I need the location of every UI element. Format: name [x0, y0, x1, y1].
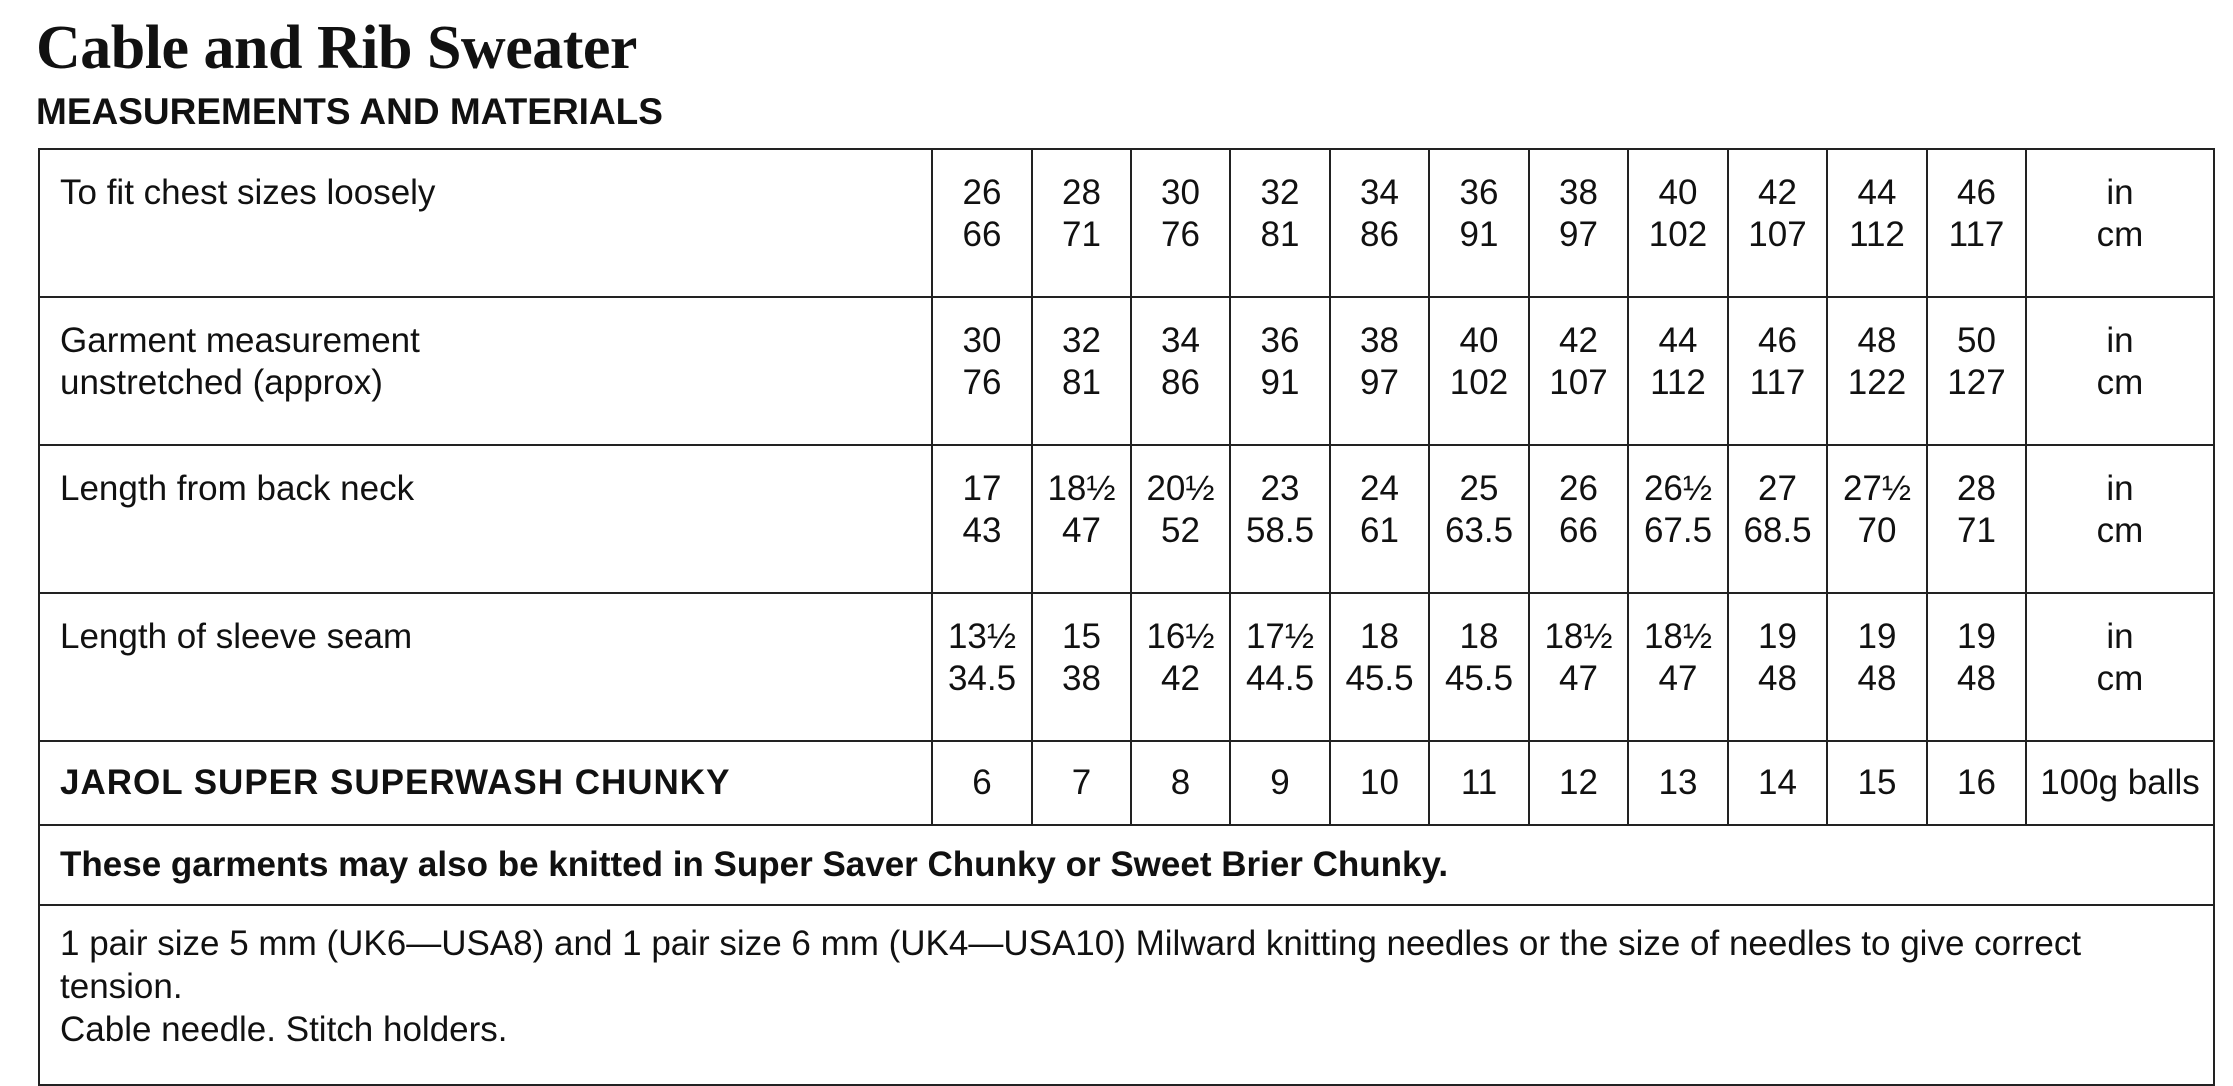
alternative-yarn-note: These garments may also be knitted in Super Saver Chunky or Sweet Brier Chunky. [39, 825, 2214, 905]
size-cell [1927, 593, 2026, 741]
value-in: 25 [1459, 469, 1499, 508]
value-in: 40 [1459, 321, 1499, 360]
ball-count: 7 [1032, 741, 1131, 825]
unit-in: in [2106, 469, 2134, 508]
value-in: 26 [962, 173, 1002, 212]
size-cell [1131, 149, 1230, 297]
value-cm: 38 [1062, 659, 1101, 698]
value-in: 13½ [947, 617, 1017, 656]
value-cm: 48 [1857, 659, 1897, 698]
value-cm: 117 [1749, 363, 1806, 402]
size-cell [1728, 593, 1827, 741]
yarn-row [39, 741, 2214, 825]
size-cell [1827, 149, 1927, 297]
unit-cell [2026, 297, 2214, 445]
value-cm: 71 [1062, 215, 1101, 254]
size-cell [1429, 445, 1529, 593]
ball-count: 11 [1429, 741, 1529, 825]
needles-row [39, 905, 2214, 1085]
needles-cell [39, 905, 2214, 1085]
value-in: 42 [1758, 173, 1797, 212]
value-cm: 76 [1161, 215, 1200, 254]
value-in: 36 [1459, 173, 1499, 212]
size-cell [1131, 593, 1230, 741]
ball-count: 6 [932, 741, 1032, 825]
size-cell [1628, 149, 1728, 297]
size-cell [1429, 297, 1529, 445]
value-cm: 97 [1559, 215, 1598, 254]
ball-count: 14 [1728, 741, 1827, 825]
value-in: 32 [1062, 321, 1101, 360]
size-cell [1032, 149, 1131, 297]
value-in: 19 [1758, 617, 1797, 656]
unit-cell [2026, 149, 2214, 297]
value-cm: 45.5 [1444, 659, 1514, 698]
value-cm: 44.5 [1245, 659, 1315, 698]
ball-count: 13 [1628, 741, 1728, 825]
value-cm: 48 [1957, 659, 1996, 698]
needles-text: 1 pair size 5 mm (UK6—USA8) and 1 pair size 6 mm (UK4—USA10) Milward knitting needles or the size of needles to give correct tension. [60, 924, 2082, 1006]
value-cm: 43 [962, 511, 1002, 550]
unit-in: in [2106, 321, 2134, 360]
unit-cell [2026, 593, 2214, 741]
size-cell [1330, 445, 1429, 593]
value-in: 48 [1857, 321, 1897, 360]
size-cell [1927, 297, 2026, 445]
size-cell [1927, 149, 2026, 297]
size-cell [1230, 593, 1330, 741]
value-in: 50 [1957, 321, 1996, 360]
value-cm: 47 [1658, 659, 1698, 698]
size-cell [1827, 445, 1927, 593]
value-in: 36 [1260, 321, 1300, 360]
row-label-line: Length from back neck [60, 469, 415, 508]
value-in: 32 [1260, 173, 1300, 212]
value-in: 34 [1161, 321, 1200, 360]
value-in: 34 [1360, 173, 1399, 212]
value-cm: 86 [1161, 363, 1200, 402]
size-cell [1230, 445, 1330, 593]
size-cell [1628, 297, 1728, 445]
value-cm: 76 [962, 363, 1002, 402]
value-cm: 42 [1161, 659, 1200, 698]
size-cell [1728, 445, 1827, 593]
value-in: 19 [1857, 617, 1897, 656]
size-cell [1429, 593, 1529, 741]
ball-count: 9 [1230, 741, 1330, 825]
row-label [39, 149, 932, 297]
row-label-line: To fit chest sizes loosely [60, 173, 436, 212]
size-cell [1131, 445, 1230, 593]
size-cell [1628, 445, 1728, 593]
measurement-row [39, 149, 2214, 297]
value-in: 38 [1559, 173, 1598, 212]
measurement-row [39, 593, 2214, 741]
value-cm: 81 [1260, 215, 1300, 254]
size-cell [1429, 149, 1529, 297]
value-in: 30 [962, 321, 1002, 360]
measurements-table [38, 148, 2215, 1086]
size-cell [1330, 297, 1429, 445]
value-in: 24 [1360, 469, 1399, 508]
value-cm: 66 [962, 215, 1002, 254]
value-in: 46 [1957, 173, 1996, 212]
size-cell [1728, 149, 1827, 297]
value-cm: 70 [1857, 511, 1897, 550]
unit-cell [2026, 445, 2214, 593]
size-cell [932, 297, 1032, 445]
size-cell [1131, 297, 1230, 445]
value-in: 15 [1062, 617, 1101, 656]
value-in: 26 [1559, 469, 1598, 508]
unit-cm: cm [2096, 215, 2144, 254]
ball-count: 16 [1927, 741, 2026, 825]
value-cm: 107 [1549, 363, 1608, 402]
value-in: 20½ [1146, 469, 1215, 508]
size-cell [1230, 149, 1330, 297]
value-in: 18 [1360, 617, 1399, 656]
value-cm: 48 [1758, 659, 1797, 698]
value-cm: 102 [1648, 215, 1708, 254]
value-cm: 112 [1650, 363, 1706, 402]
pattern-title: Cable and Rib Sweater [36, 14, 637, 82]
value-cm: 122 [1847, 363, 1907, 402]
row-label-line: Garment measurement [60, 321, 420, 360]
value-cm: 58.5 [1245, 511, 1315, 550]
yarn-label: JAROL SUPER SUPERWASH CHUNKY [39, 741, 932, 825]
measurement-row [39, 445, 2214, 593]
size-cell [1529, 445, 1628, 593]
value-in: 17½ [1245, 617, 1315, 656]
size-cell [1032, 445, 1131, 593]
unit-cm: cm [2096, 363, 2144, 402]
unit-in: in [2106, 173, 2134, 212]
size-cell [1230, 297, 1330, 445]
size-cell [1529, 593, 1628, 741]
value-in: 46 [1758, 321, 1797, 360]
value-in: 40 [1658, 173, 1698, 212]
size-cell [932, 149, 1032, 297]
section-subtitle: MEASUREMENTS AND MATERIALS [36, 91, 663, 132]
unit-cm: cm [2096, 511, 2144, 550]
size-cell [1529, 297, 1628, 445]
ball-count: 12 [1529, 741, 1628, 825]
value-cm: 81 [1062, 363, 1101, 402]
value-cm: 34.5 [947, 659, 1017, 698]
value-cm: 127 [1947, 363, 2006, 402]
size-cell [1728, 297, 1827, 445]
value-cm: 86 [1360, 215, 1399, 254]
value-cm: 71 [1957, 511, 1996, 550]
value-in: 18½ [1643, 617, 1713, 656]
value-cm: 102 [1449, 363, 1509, 402]
value-cm: 112 [1849, 215, 1905, 254]
unit-in: in [2106, 617, 2134, 656]
value-in: 38 [1360, 321, 1399, 360]
row-label [39, 445, 932, 593]
measurements-body [39, 149, 2214, 1085]
size-cell [1827, 297, 1927, 445]
value-in: 18½ [1544, 617, 1613, 656]
value-in: 16½ [1146, 617, 1215, 656]
value-in: 18½ [1047, 469, 1116, 508]
value-cm: 52 [1161, 511, 1200, 550]
size-cell [1628, 593, 1728, 741]
value-cm: 97 [1360, 363, 1399, 402]
value-cm: 91 [1459, 215, 1499, 254]
ball-count: 10 [1330, 741, 1429, 825]
value-cm: 66 [1559, 511, 1598, 550]
yarn-unit: 100g balls [2026, 741, 2214, 825]
value-cm: 47 [1062, 511, 1101, 550]
size-cell [1032, 593, 1131, 741]
alternative-yarn-row [39, 825, 2214, 905]
value-in: 44 [1658, 321, 1698, 360]
size-cell [932, 445, 1032, 593]
unit-cm: cm [2096, 659, 2144, 698]
value-in: 44 [1857, 173, 1897, 212]
size-cell [1330, 593, 1429, 741]
value-cm: 67.5 [1643, 511, 1713, 550]
value-in: 30 [1161, 173, 1200, 212]
size-cell [932, 593, 1032, 741]
value-in: 27½ [1842, 469, 1912, 508]
row-label [39, 297, 932, 445]
value-in: 42 [1559, 321, 1598, 360]
value-in: 17 [962, 469, 1002, 508]
value-in: 28 [1957, 469, 1996, 508]
measurement-row [39, 297, 2214, 445]
value-cm: 91 [1260, 363, 1300, 402]
value-in: 18 [1459, 617, 1499, 656]
size-cell [1032, 297, 1131, 445]
ball-count: 15 [1827, 741, 1927, 825]
row-label-line: Length of sleeve seam [60, 617, 413, 656]
size-cell [1529, 149, 1628, 297]
value-in: 19 [1957, 617, 1996, 656]
value-in: 26½ [1643, 469, 1713, 508]
size-cell [1330, 149, 1429, 297]
value-cm: 61 [1360, 511, 1399, 550]
value-cm: 45.5 [1345, 659, 1414, 698]
row-label [39, 593, 932, 741]
size-cell [1927, 445, 2026, 593]
value-cm: 68.5 [1743, 511, 1812, 550]
size-cell [1827, 593, 1927, 741]
row-label-line: unstretched (approx) [60, 363, 383, 402]
value-in: 27 [1758, 469, 1797, 508]
value-in: 23 [1260, 469, 1300, 508]
value-cm: 63.5 [1444, 511, 1514, 550]
accessories-text: Cable needle. Stitch holders. [60, 1010, 508, 1049]
value-cm: 47 [1559, 659, 1598, 698]
value-in: 28 [1062, 173, 1101, 212]
value-cm: 107 [1748, 215, 1807, 254]
value-cm: 117 [1948, 215, 2005, 254]
ball-count: 8 [1131, 741, 1230, 825]
